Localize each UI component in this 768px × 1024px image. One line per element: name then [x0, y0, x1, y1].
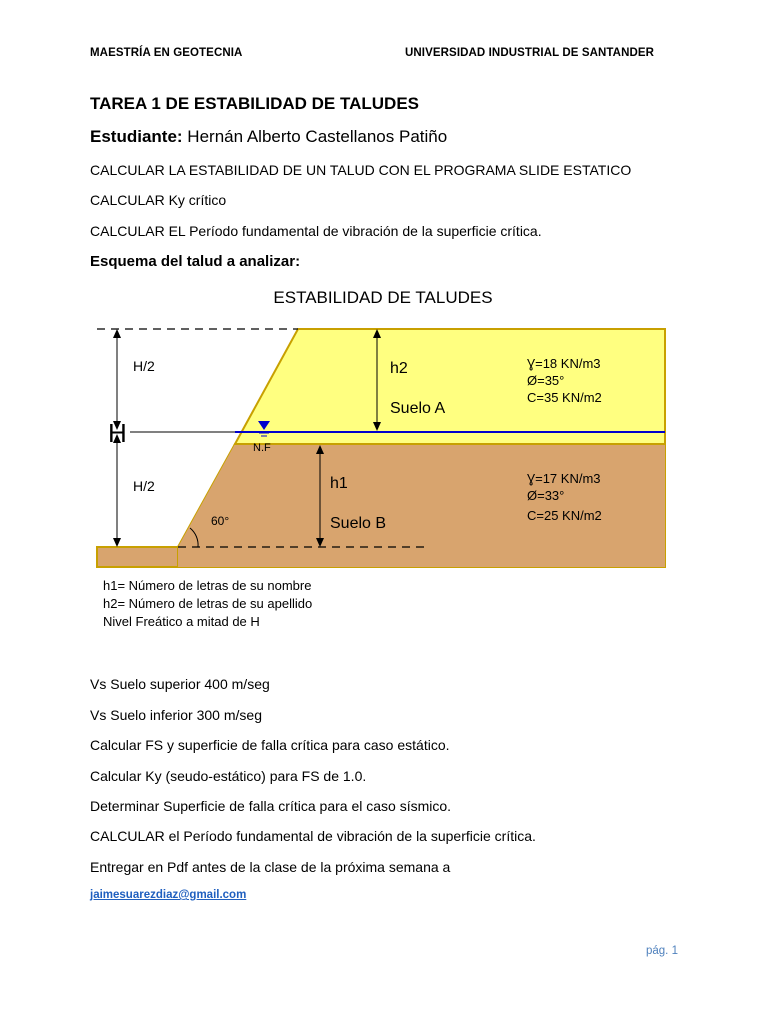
h-half-top-label: H/2 [133, 358, 155, 374]
body-line-3: Calcular FS y superficie de falla crítica para caso estático. [90, 737, 450, 753]
soil-b-gamma: Ɣ=17 KN/m3 [527, 471, 601, 486]
header-right: UNIVERSIDAD INDUSTRIAL DE SANTANDER [405, 47, 655, 59]
body-line-4: Calcular Ky (seudo-estático) para FS de 1.0. [90, 768, 367, 784]
h-half-bottom-label: H/2 [133, 478, 155, 494]
diagram-note-3: Nivel Freático a mitad de H [103, 614, 260, 629]
water-label: N.F [253, 442, 271, 454]
ground-base [97, 547, 178, 567]
student-line [90, 127, 447, 147]
soil-b-thickness: h1 [330, 475, 348, 492]
soil-a-thickness: h2 [390, 360, 408, 377]
body-line-2: Vs Suelo inferior 300 m/seg [90, 707, 262, 723]
soil-a-region [235, 329, 665, 444]
body-line-7: Entregar en Pdf antes de la clase de la próxima semana a [90, 859, 451, 875]
angle-label: 60° [211, 514, 230, 528]
soil-a-name: Suelo A [390, 400, 446, 417]
intro-line-2: CALCULAR Ky crítico [90, 192, 227, 208]
soil-b-cohesion: C=25 KN/m2 [527, 508, 602, 523]
body-line-1: Vs Suelo superior 400 m/seg [90, 676, 270, 692]
email-link[interactable]: jaimesuarezdiaz@gmail.com [90, 889, 247, 901]
page-number: pág. 1 [646, 945, 678, 957]
diagram-title: ESTABILIDAD DE TALUDES [273, 288, 493, 307]
intro-line-3: CALCULAR EL Período fundamental de vibración de la superficie crítica. [90, 223, 542, 239]
soil-a-cohesion: C=35 KN/m2 [527, 390, 602, 405]
diagram-note-1: h1= Número de letras de su nombre [103, 578, 312, 593]
student-label: Estudiante: [90, 127, 183, 146]
document-title: TAREA 1 DE ESTABILIDAD DE TALUDES [90, 94, 419, 113]
student-name: Hernán Alberto Castellanos Patiño [187, 127, 448, 146]
header-left: MAESTRÍA EN GEOTECNIA [90, 47, 243, 59]
soil-a-gamma: Ɣ=18 KN/m3 [527, 356, 601, 371]
intro-line-1: CALCULAR LA ESTABILIDAD DE UN TALUD CON EL PROGRAMA SLIDE ESTATICO [90, 162, 632, 178]
slope-diagram [90, 280, 680, 640]
soil-b-name: Suelo B [330, 515, 387, 532]
soil-b-phi: Ø=33° [527, 488, 565, 503]
scheme-heading: Esquema del talud a analizar: [90, 253, 301, 270]
diagram-note-2: h2= Número de letras de su apellido [103, 596, 313, 611]
soil-a-phi: Ø=35° [527, 373, 565, 388]
soil-b-slope [178, 444, 665, 567]
body-line-6: CALCULAR el Período fundamental de vibración de la superficie crítica. [90, 828, 536, 844]
h-label: H [108, 418, 127, 448]
body-line-5: Determinar Superficie de falla crítica para el caso sísmico. [90, 798, 452, 814]
